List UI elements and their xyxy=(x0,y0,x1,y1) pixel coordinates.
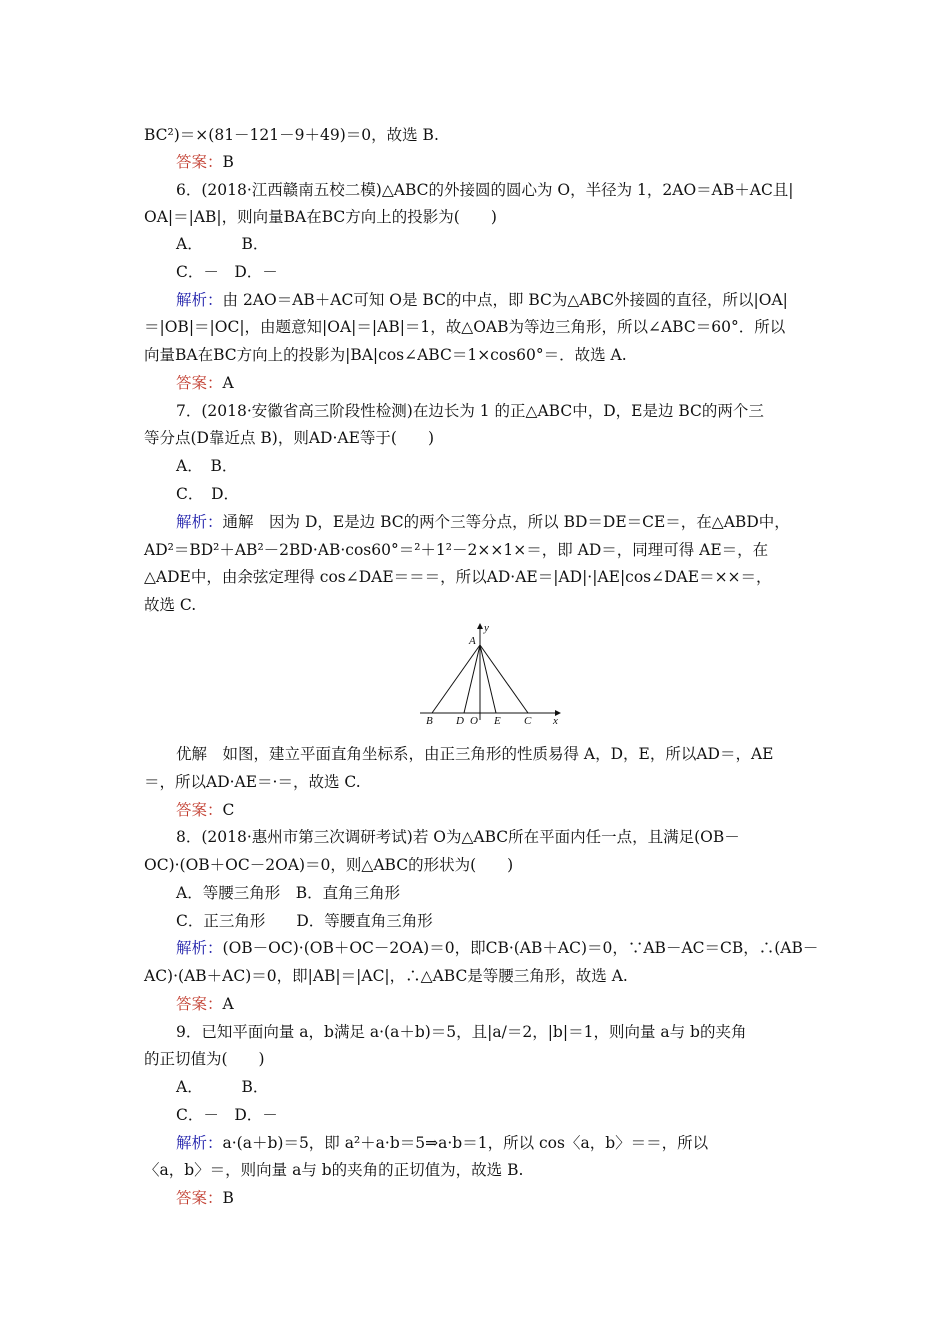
y-axis-arrow xyxy=(477,623,483,629)
text-line xyxy=(176,883,400,903)
solution-label: 解析： xyxy=(176,291,223,309)
text-line xyxy=(176,1077,268,1097)
text-line xyxy=(144,317,785,337)
line-text: ＝，所以AD·AE＝·＝，故选 C. xyxy=(144,773,361,791)
line-text: 故选 C. xyxy=(144,596,197,614)
line-text: 通解 因为 D，E是边 BC的两个三等分点，所以 BD＝DE＝CE＝，在△ABD中， xyxy=(222,513,790,531)
line-text: 的正切值为( ) xyxy=(144,1050,265,1068)
line-text: 8．(2018·惠州市第三次调研考试)若 O为△ABC所在平面内任一点，且满足(OB－ xyxy=(176,828,740,846)
text-line xyxy=(176,401,764,421)
text-line xyxy=(144,540,768,560)
text-line xyxy=(176,484,239,504)
segment-AB xyxy=(432,645,480,713)
answer-label: 答案： xyxy=(176,153,223,171)
line-text: 〈a，b〉＝，则向量 a与 b的夹角的正切值为，故选 B. xyxy=(144,1161,524,1179)
text-line xyxy=(176,827,740,847)
line-text: △ADE中，由余弦定理得 cos∠DAE＝＝＝，所以AD·AE＝|AD|·|AE|cos∠DAE＝××＝， xyxy=(144,568,772,586)
text-line xyxy=(144,567,772,587)
line-text: A xyxy=(222,995,234,1013)
line-text: A． B． xyxy=(176,1078,269,1096)
solution-line xyxy=(176,938,818,958)
text-line xyxy=(144,1160,523,1180)
text-line xyxy=(144,772,361,792)
answer-label: 答案： xyxy=(176,995,223,1013)
answer-line xyxy=(176,994,234,1014)
line-text: A． B． xyxy=(176,457,238,475)
line-text: A．等腰三角形 B．直角三角形 xyxy=(176,884,401,902)
label-O: O xyxy=(470,715,478,727)
solution-label: 解析： xyxy=(176,513,223,531)
solution-line xyxy=(176,1133,708,1153)
answer-line xyxy=(176,800,234,820)
answer-line xyxy=(176,152,234,172)
line-text: A xyxy=(222,374,234,392)
line-text: (OB－OC)·(OB＋OC－2OA)＝0，即CB·(AB＋AC)＝0，∵AB－AC＝CB，∴(AB－ xyxy=(222,939,819,957)
answer-label: 答案： xyxy=(176,1189,223,1207)
line-text: 由 2AO＝AB＋AC可知 O是 BC的中点，即 BC为△ABC外接圆的直径，所以|OA| xyxy=(222,291,788,309)
line-text: C． D． xyxy=(176,485,240,503)
line-text: AC)·(AB＋AC)＝0，即|AB|＝|AC|，∴△ABC是等腰三角形，故选 A. xyxy=(144,967,628,985)
text-line xyxy=(144,595,196,615)
segment-AE xyxy=(480,645,496,713)
text-line xyxy=(144,966,628,986)
label-C: C xyxy=(524,715,532,727)
text-line xyxy=(176,180,794,200)
line-text: AD²＝BD²＋AB²－2BD·AB·cos60°＝²＋1²－2××1×＝，即 AD＝，同理可得 AE＝，在 xyxy=(144,541,769,559)
line-text: OA|＝|AB|，则向量BA在BC方向上的投影为( ) xyxy=(144,208,497,226)
text-line xyxy=(144,428,434,448)
line-text: A． B． xyxy=(176,235,269,253)
line-text: BC²)＝×(81－121－9＋49)＝0，故选 B. xyxy=(144,126,439,144)
text-line xyxy=(144,855,513,875)
label-D: D xyxy=(456,715,464,727)
line-text: ＝|OB|＝|OC|，由题意知|OA|＝|AB|＝1，故△OAB为等边三角形，所以∠ABC＝60°．所以 xyxy=(144,318,786,336)
label-B: B xyxy=(426,715,433,727)
solution-label: 解析： xyxy=(176,1134,223,1152)
text-line xyxy=(144,345,627,365)
text-line xyxy=(176,456,237,476)
line-text: a·(a＋b)＝5，即 a²＋a·b＝5⇒a·b＝1，所以 cos〈a，b〉＝＝，所以 xyxy=(222,1134,709,1152)
text-line xyxy=(176,1105,278,1125)
text-line xyxy=(144,1049,265,1069)
coordinate-triangle-figure xyxy=(415,620,565,730)
line-text: C xyxy=(222,801,235,819)
text-line xyxy=(176,1022,746,1042)
text-line xyxy=(176,234,268,254)
line-text: 9．已知平面向量 a，b满足 a·(a＋b)＝5，且|a/＝2，|b|＝1，则向量 a与 b的夹角 xyxy=(176,1023,747,1041)
label-x: x xyxy=(553,715,558,727)
text-line xyxy=(176,911,433,931)
answer-label: 答案： xyxy=(176,374,223,392)
line-text: OC)·(OB＋OC－2OA)＝0，则△ABC的形状为( ) xyxy=(144,856,514,874)
segment-AC xyxy=(480,645,528,713)
segment-AD xyxy=(464,645,480,713)
line-text: C．－ D．－ xyxy=(176,1106,278,1124)
solution-label: 解析： xyxy=(176,939,223,957)
text-line xyxy=(144,207,497,227)
line-text: 7．(2018·安徽省高三阶段性检测)在边长为 1 的正△ABC中，D，E是边 BC的两个三 xyxy=(176,402,764,420)
line-text: 向量BA在BC方向上的投影为|BA|cos∠ABC＝1×cos60°＝．故选 A. xyxy=(144,346,627,364)
text-line xyxy=(144,125,439,145)
line-text: 等分点(D靠近点 B)，则AD·AE等于( ) xyxy=(144,429,434,447)
answer-label: 答案： xyxy=(176,801,223,819)
text-line xyxy=(176,262,278,282)
answer-line xyxy=(176,1188,234,1208)
line-text: C．正三角形 D．等腰直角三角形 xyxy=(176,912,433,930)
label-A: A xyxy=(469,635,476,647)
line-text: C．－ D．－ xyxy=(176,263,278,281)
label-E: E xyxy=(494,715,501,727)
text-line xyxy=(176,744,774,764)
line-text: B xyxy=(222,1189,234,1207)
line-text: B xyxy=(222,153,234,171)
answer-line xyxy=(176,373,234,393)
solution-line xyxy=(176,512,790,532)
solution-line xyxy=(176,290,788,310)
line-text: 优解 如图，建立平面直角坐标系，由正三角形的性质易得 A，D，E，所以AD＝，AE xyxy=(176,745,774,763)
label-y: y xyxy=(484,622,489,634)
line-text: 6．(2018·江西赣南五校二模)△ABC的外接圆的圆心为 O，半径为 1，2AO＝AB＋AC且| xyxy=(176,181,794,199)
